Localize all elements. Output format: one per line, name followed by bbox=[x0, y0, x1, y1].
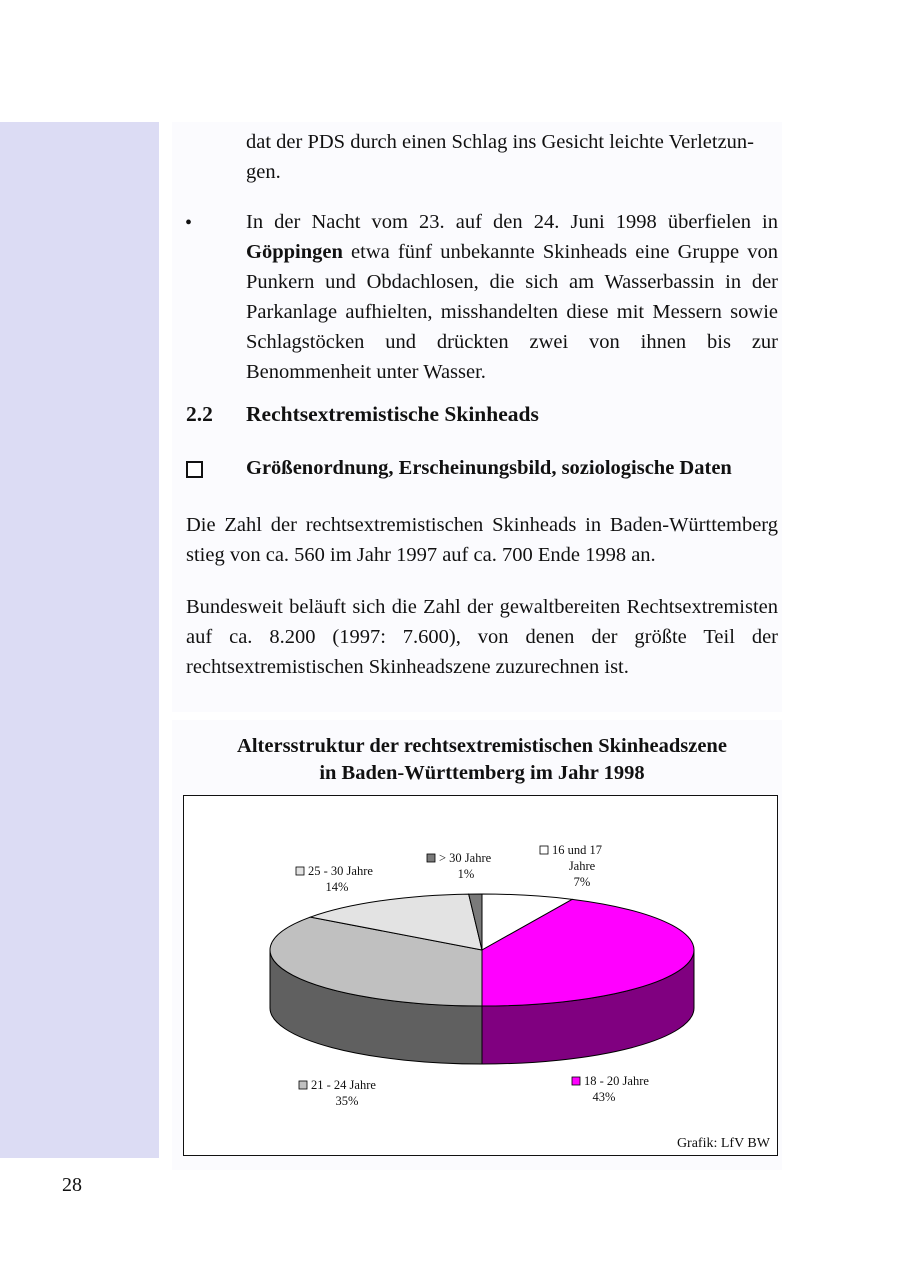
continuation-text bbox=[246, 127, 778, 187]
legend-swatch-21-24-jahre bbox=[299, 1081, 307, 1089]
paragraph-bundesweit: Bundesweit beläuft sich die Zahl der gewaltbereiten Rechtsextremisten auf ca. 8.200 (1997: 7.600), von denen der größte Teil der rechtsextremistischen Skinheadszene zuzurechnen ist. bbox=[186, 596, 778, 678]
checkbox-square-icon bbox=[186, 461, 203, 478]
bullet-item-text bbox=[246, 207, 778, 387]
bullet-text-start: In der Nacht vom 23. auf den 24. Juni 1998 überfielen in bbox=[246, 211, 778, 233]
pie-label-text-25-30-jahre: 25 - 30 Jahre bbox=[308, 864, 373, 878]
pie-label-text-30-jahre: > 30 Jahre bbox=[439, 851, 492, 865]
legend-swatch-16-und-17-jahre bbox=[540, 846, 548, 854]
paragraph-skinhead-count: Die Zahl der rechtsextremistischen Skinheads in Baden-Württemberg stieg von ca. 560 im Jahr 1997 auf ca. 700 Ende 1998 an. bbox=[186, 514, 778, 566]
bullet-marker: • bbox=[185, 212, 193, 234]
pie-label-16-und-17-jahre bbox=[540, 843, 602, 889]
pie-label-text-16-und-17-jahre: 16 und 17 bbox=[552, 843, 602, 857]
pie-label-25-30-jahre bbox=[296, 864, 373, 894]
pie-label-text-16-und-17-jahre: Jahre bbox=[568, 859, 596, 873]
section-title: Rechtsextremistische Skinheads bbox=[246, 402, 539, 426]
pie-label-pct-30-jahre: 1% bbox=[457, 867, 475, 881]
chart-frame bbox=[183, 795, 778, 1156]
chart-title-line-2: in Baden-Württemberg im Jahr 1998 bbox=[319, 762, 645, 784]
pie-chart bbox=[184, 796, 776, 1154]
pie-label-text-21-24-jahre: 21 - 24 Jahre bbox=[311, 1078, 376, 1092]
pie-label-pct-16-und-17-jahre: 7% bbox=[573, 875, 591, 889]
pie-label-18-20-jahre bbox=[572, 1074, 649, 1104]
chart-title-line-1: Altersstruktur der rechtsextremistischen Skinheadszene bbox=[237, 735, 727, 757]
legend-swatch-18-20-jahre bbox=[572, 1077, 580, 1085]
pie-label-text-18-20-jahre: 18 - 20 Jahre bbox=[584, 1074, 649, 1088]
pie-label-pct-18-20-jahre: 43% bbox=[592, 1090, 616, 1104]
sidebar-band bbox=[0, 122, 159, 1158]
section-number: 2.2 bbox=[186, 402, 213, 426]
continuation-line-2: gen. bbox=[246, 161, 281, 183]
bullet-text-end: etwa fünf unbekannte Skinheads eine Gruppe von Punkern und Obdachlosen, die sich am Wasserbassin in der Parkanlage aufhielten, misshandelten diese mit Messern sowie Schlagstöcken und drückten zwei von ihnen bis zur Benommenheit unter Wasser. bbox=[246, 241, 778, 383]
pie-label-pct-21-24-jahre: 35% bbox=[335, 1094, 359, 1108]
subsection-title: Größenordnung, Erscheinungsbild, soziologische Daten bbox=[246, 457, 732, 479]
legend-swatch-25-30-jahre bbox=[296, 867, 304, 875]
page-number: 28 bbox=[62, 1174, 82, 1196]
pie-label-pct-25-30-jahre: 14% bbox=[325, 880, 349, 894]
chart-title bbox=[172, 733, 792, 787]
bullet-bold-place: Göppingen bbox=[246, 241, 343, 263]
pie-label-30-jahre bbox=[427, 851, 492, 881]
legend-swatch-30-jahre bbox=[427, 854, 435, 862]
continuation-line-1: dat der PDS durch einen Schlag ins Gesicht leichte Verletzun- bbox=[246, 131, 754, 153]
chart-source: Grafik: LfV BW bbox=[676, 1136, 770, 1151]
pie-label-21-24-jahre bbox=[299, 1078, 376, 1108]
